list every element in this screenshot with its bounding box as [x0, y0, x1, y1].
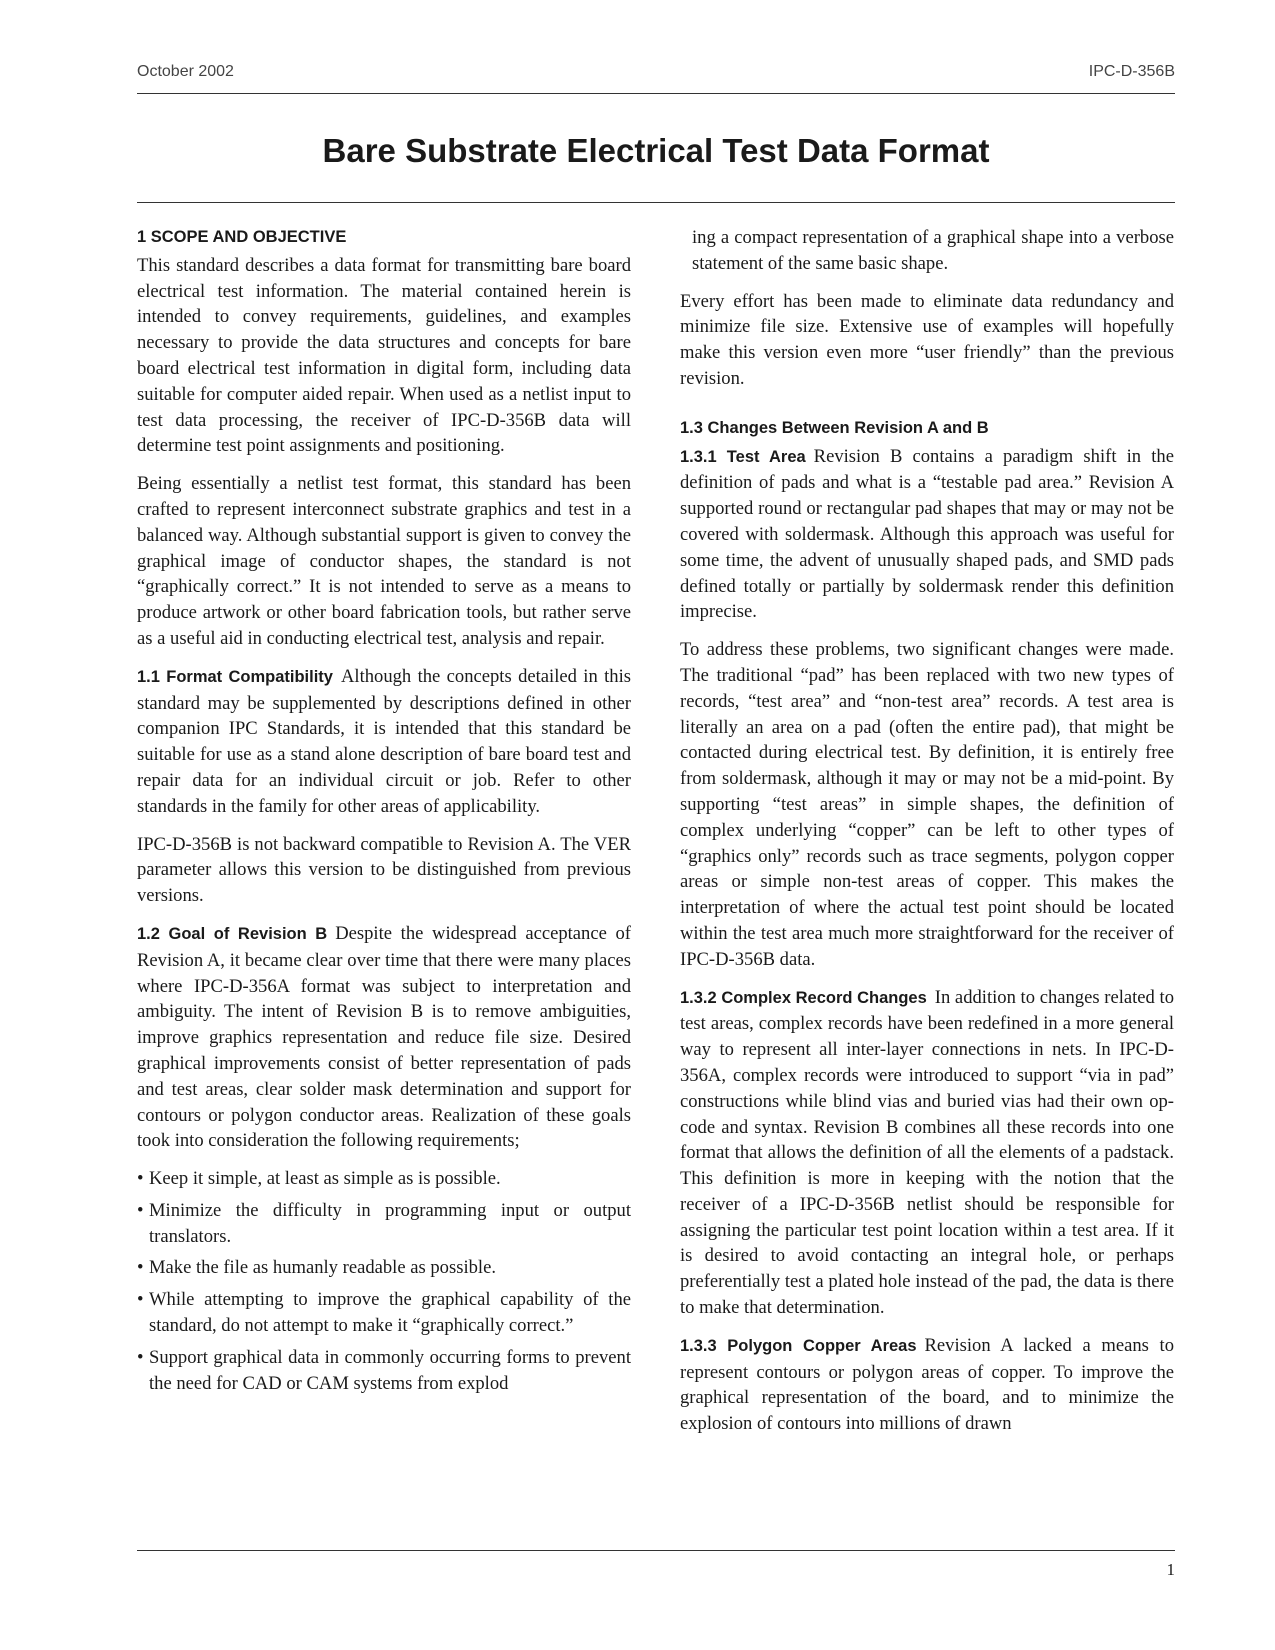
- header-date: October 2002: [137, 63, 234, 80]
- paragraph-text: Despite the widespread acceptance of Revision A, it became clear over time that there were many places where IPC-D-356A format was subject to interpretation and ambiguity. The intent of Revision B is to remove ambiguities, improve graphics representation and reduce file size. Desired graphical improvements consist of better representation of pads and test areas, clear solder mask determination and support for contours or polygon conductor areas. Realization of these goals took into consideration the following requirements;: [137, 922, 631, 1152]
- paragraph: Being essentially a netlist test format, this standard has been crafted to represent interconnect substrate graphics and test in a balanced way. Although substantial support is given to convey the graphical image of conductor shapes, the standard is not “graphically correct.” It is not intended to serve as a means to produce artwork or other board fabrication tools, but rather serve as a useful aid in conducting electrical test, analysis and repair.: [137, 473, 631, 649]
- paragraph: To address these problems, two significant changes were made. The traditional “pad” has been replaced with two new types of records, “test area” and “non-test area” records. A test area is literally an area on a pad (often the entire pad), that might be contacted during electrical test. By definition, it is entirely free from soldermask, although it may or may not be a mid-point. By supporting “test areas” in simple shapes, the definition of complex underlying “copper” can be left to other types of “graphics only” records such as trace segments, polygon copper areas or simple non-test areas of copper. This makes the interpretation of where the actual test point should be located within the test area much more straightforward for the receiver of IPC-D-356B data.: [680, 639, 1174, 970]
- page-number: 1: [1166, 1560, 1175, 1579]
- section-1-3-1-heading: 1.3.1 Test Area: [680, 447, 806, 466]
- section-1-3-2: [680, 985, 1174, 1321]
- section-1-1: [137, 664, 631, 820]
- list-item-text: Make the file as humanly readable as possible.: [149, 1257, 496, 1279]
- paragraph-text: Although the concepts detailed in this standard may be supplemented by descriptions defined in other companion IPC Standards, it is intended that this standard be suitable for use as a stand alone description of bare board test and repair data for an individual circuit or job. Refer to other standards in the family for other areas of applicability.: [137, 665, 631, 817]
- paragraph-text: Revision B contains a paradigm shift in the definition of pads and what is a “testable pad area.” Revision A supported round or rectangular pad shapes that may or may not be covered with soldermask. Although this approach was useful for some time, the advent of unusually shaped pads, and SMD pads defined totally or partially by soldermask render this definition imprecise.: [680, 445, 1174, 623]
- list-item: [137, 1345, 631, 1397]
- section-1-3-1: [680, 444, 1174, 626]
- section-1-2: [137, 921, 631, 1154]
- header-doc-id: IPC-D-356B: [1088, 63, 1175, 80]
- header-rule: [137, 93, 1175, 94]
- list-item: [137, 1166, 631, 1192]
- right-column: [680, 225, 1174, 1449]
- title-rule: [137, 202, 1175, 203]
- left-column: [137, 225, 631, 1402]
- section-1-heading: 1 SCOPE AND OBJECTIVE: [137, 228, 347, 246]
- list-item: [137, 1287, 631, 1339]
- requirements-list: [137, 1166, 631, 1396]
- paragraph: Every effort has been made to eliminate data redundancy and minimize file size. Extensive use of examples will hopefully make this version even more “user friendly” than the previous revision.: [680, 290, 1174, 389]
- section-1-1-heading: 1.1 Format Compatibility: [137, 667, 333, 686]
- bullet-icon: •: [137, 1199, 144, 1221]
- section-1-2-heading: 1.2 Goal of Revision B: [137, 924, 328, 943]
- bullet-icon: •: [137, 1257, 144, 1279]
- footer-rule: [137, 1550, 1175, 1551]
- list-item-text: While attempting to improve the graphical capability of the standard, do not attempt to make it “graphically correct.”: [149, 1289, 631, 1337]
- continued-list-text: ing a compact representation of a graphical shape into a verbose statement of the same basic shape.: [692, 227, 1174, 274]
- paragraph-text: In addition to changes related to test areas, complex records have been redefined in a more general way to represent all inter-layer connections in nets. In IPC-D-356A, complex records were introduced to support “via in pad” constructions while blind vias and buried vias had their own op-code and syntax. Revision B combines all these records into one format that allows the definition of all the elements of a padstack. This definition is more in keeping with the notion that the receiver of a IPC-D-356B netlist should be responsible for assigning the particular test point location within a test area. If it is desired to avoid contacting an integral hole, or perhaps preferentially test a plated hole instead of the pad, the data is there to make that determination.: [680, 986, 1174, 1319]
- document-page: [137, 0, 1175, 1650]
- bullet-icon: •: [137, 1346, 144, 1368]
- section-1-3-3-heading: 1.3.3 Polygon Copper Areas: [680, 1336, 917, 1355]
- bullet-icon: •: [137, 1168, 144, 1190]
- list-item-text: Keep it simple, at least as simple as is possible.: [149, 1168, 501, 1190]
- paragraph: IPC-D-356B is not backward compatible to Revision A. The VER parameter allows this version to be distinguished from previous versions.: [137, 833, 631, 907]
- section-1-3-2-heading: 1.3.2 Complex Record Changes: [680, 988, 927, 1007]
- document-title: Bare Substrate Electrical Test Data Format: [322, 132, 990, 169]
- bullet-icon: •: [137, 1289, 144, 1311]
- list-item: [137, 1255, 631, 1281]
- paragraph-text: Revision A lacked a means to represent contours or polygon areas of copper. To improve the graphical representation of the board, and to minimize the explosion of contours into millions of drawn: [680, 1334, 1174, 1435]
- section-1-3-heading: 1.3 Changes Between Revision A and B: [680, 418, 989, 437]
- section-1-3-3: [680, 1333, 1174, 1437]
- list-item: [137, 1198, 631, 1250]
- list-item-text: Minimize the difficulty in programming input or output translators.: [149, 1199, 631, 1247]
- paragraph: This standard describes a data format for transmitting bare board electrical test information. The material contained herein is intended to convey requirements, guidelines, and examples necessary to provide the data structures and concepts for bare board electrical test information in digital form, including data suitable for computer aided repair. When used as a netlist input to test data processing, the receiver of IPC-D-356B data will determine test point assignments and positioning.: [137, 254, 631, 457]
- list-item-text: Support graphical data in commonly occurring forms to prevent the need for CAD or CAM systems from explod: [149, 1346, 631, 1394]
